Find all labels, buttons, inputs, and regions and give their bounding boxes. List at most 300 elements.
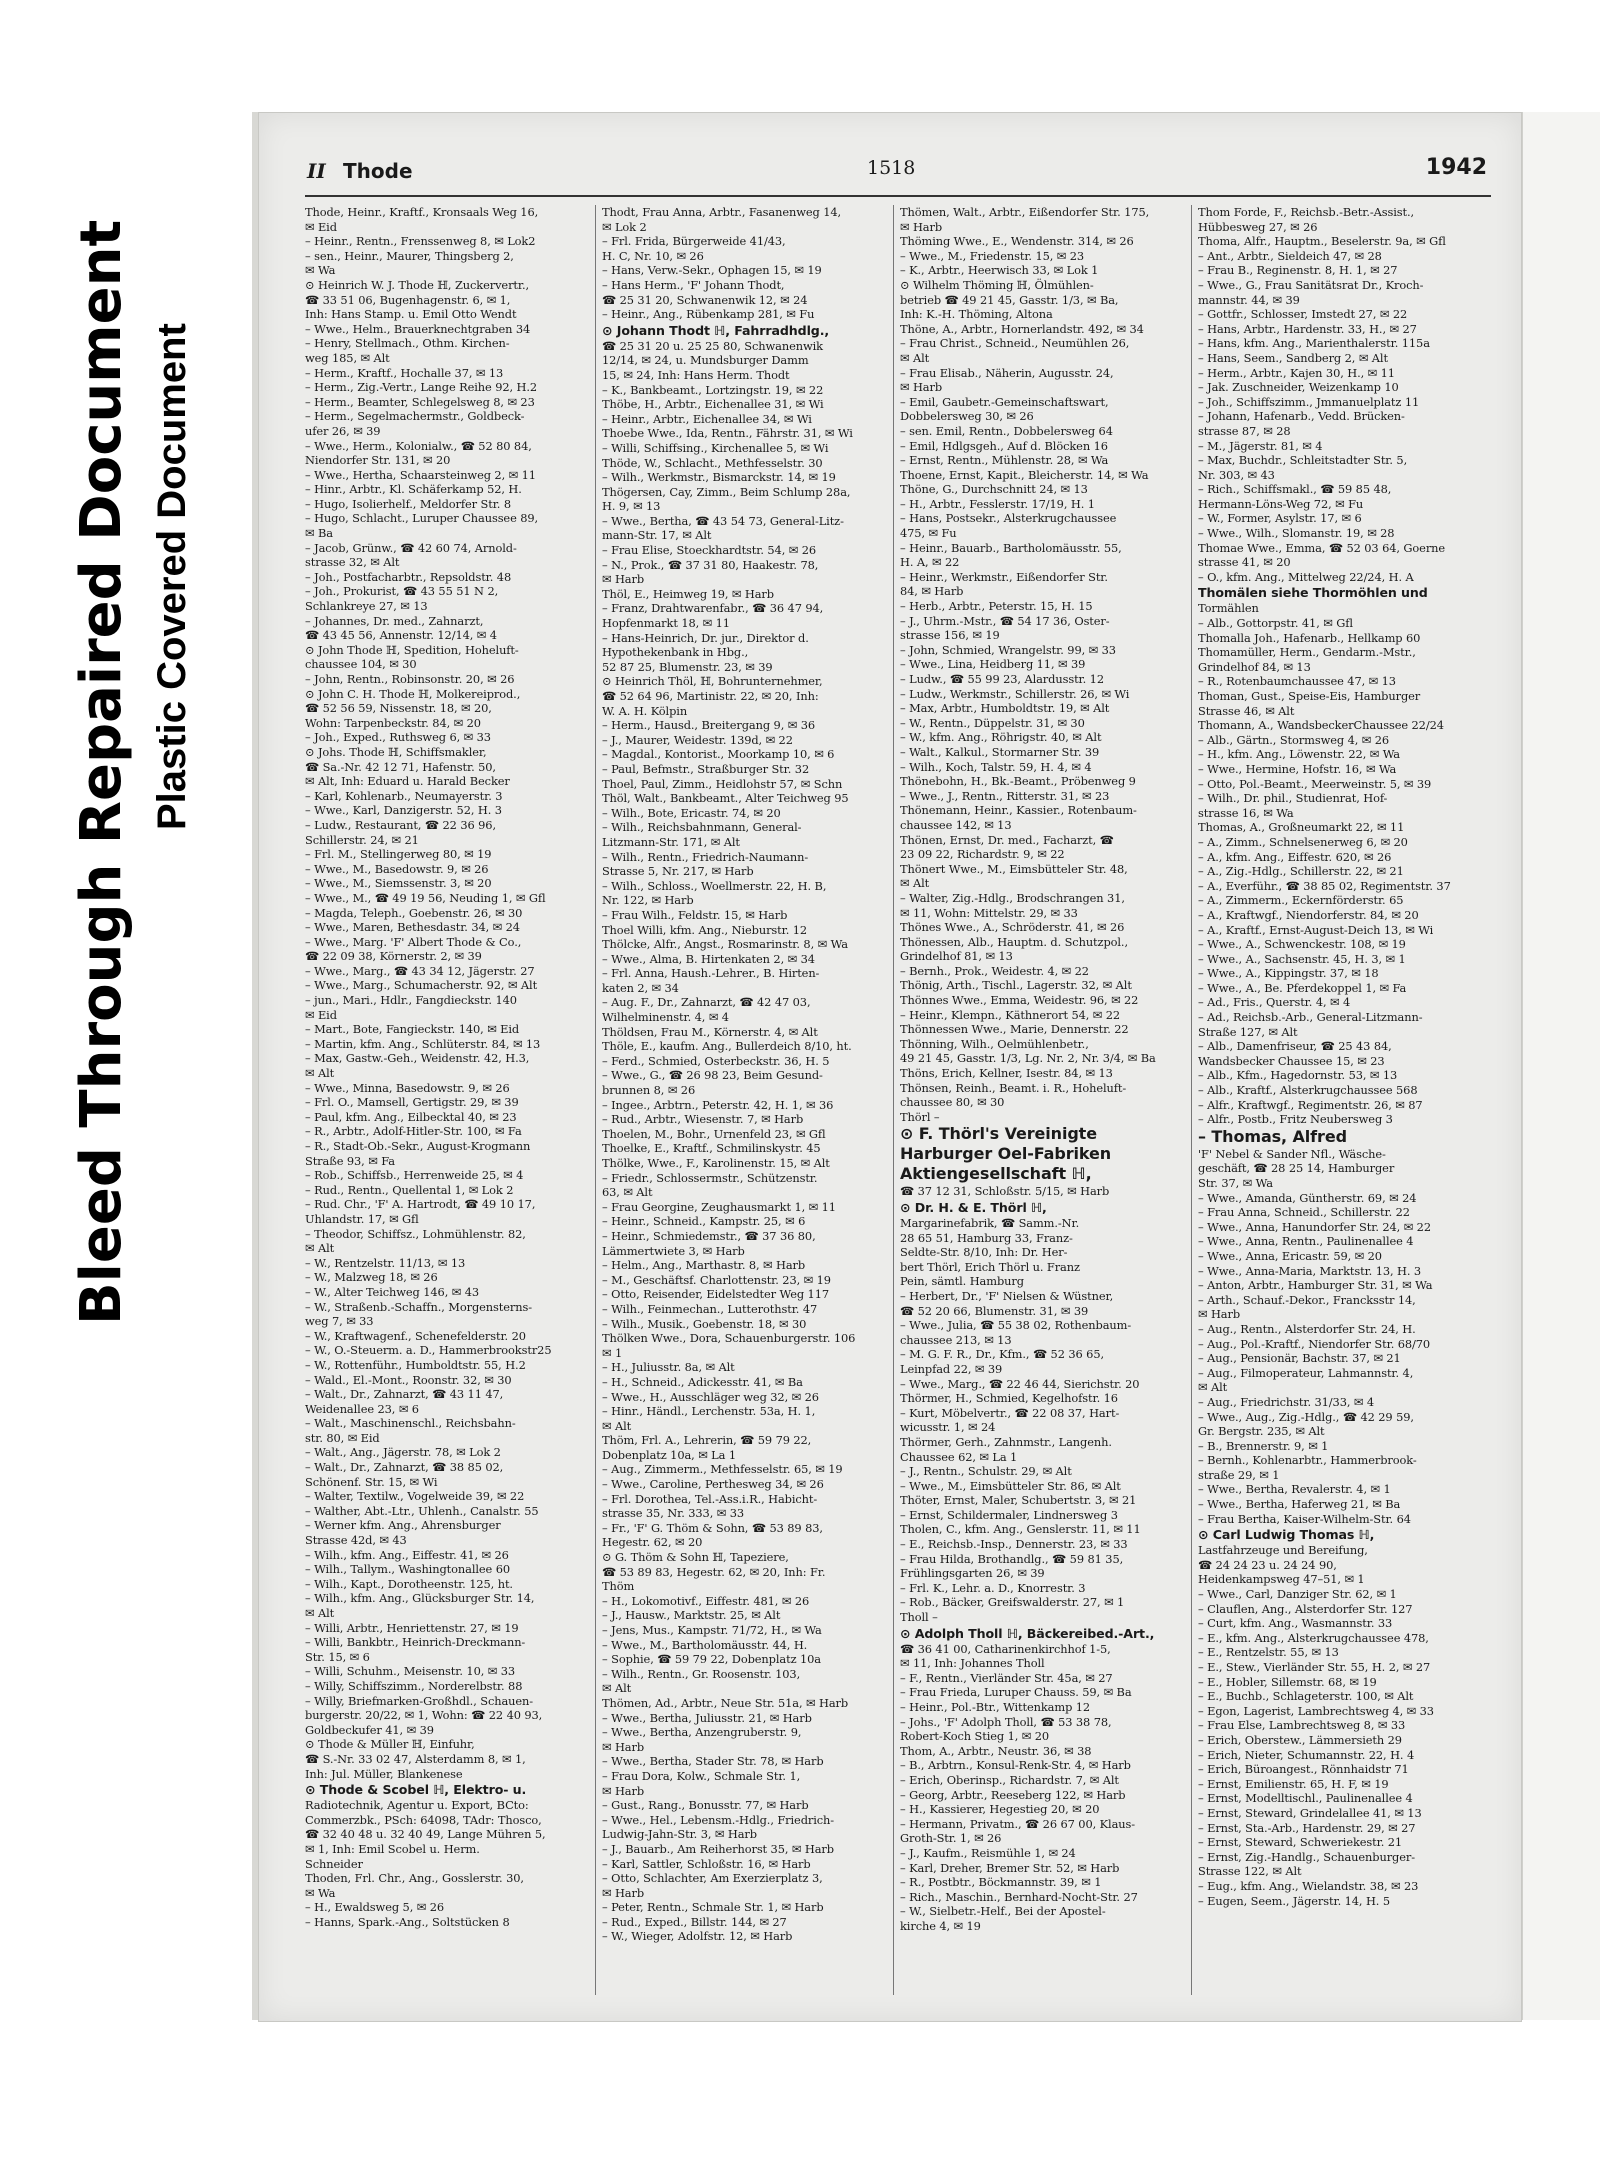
- directory-entry: – Wwe., Marg., ☎ 22 46 44, Sierichstr. 20: [900, 1376, 1140, 1391]
- directory-entry: – Erich, Oberstew., Lämmersieth 29: [1198, 1732, 1402, 1747]
- directory-entry: – Frau B., Reginenstr. 8, H. 1, ✉ 27: [1198, 263, 1398, 278]
- directory-entry: – Walt., Dr., Zahnarzt, ☎ 43 11 47,: [305, 1387, 504, 1402]
- directory-entry: – Wwe., G., ☎ 26 98 23, Beim Gesund-: [602, 1068, 823, 1083]
- directory-entry: Thönnessen Wwe., Marie, Dennerstr. 22: [900, 1022, 1129, 1037]
- directory-entry: – Ernst, Rentn., Mühlenstr. 28, ✉ Wa: [900, 453, 1109, 468]
- directory-entry: – Wwe., Carl, Danziger Str. 62, ✉ 1: [1198, 1587, 1397, 1602]
- directory-entry: Thörmer, H., Schmied, Kegelhofstr. 16: [900, 1391, 1118, 1406]
- directory-entry: – Alb., Gärtn., Stormsweg 4, ✉ 26: [1198, 732, 1390, 747]
- directory-entry: – Wwe., Anna, Hanundorfer Str. 24, ✉ 22: [1198, 1219, 1431, 1234]
- directory-entry: – J., Maurer, Weidestr. 139d, ✉ 22: [602, 732, 793, 747]
- directory-entry: – A., kfm. Ang., Eiffestr. 620, ✉ 26: [1198, 849, 1392, 864]
- directory-entry: Strasse 5, Nr. 217, ✉ Harb: [602, 864, 754, 879]
- directory-entry: ⊙ G. Thöm & Sohn ℍ, Tapeziere,: [602, 1550, 789, 1565]
- directory-entry: – Herm., Kraftf., Hochalle 37, ✉ 13: [305, 365, 504, 380]
- directory-entry: Str. 37, ✉ Wa: [1198, 1176, 1273, 1190]
- directory-entry: – Ernst, Modelltischl., Paulinenallee 4: [1198, 1791, 1413, 1806]
- directory-entry: ✉ Alt: [602, 1418, 632, 1433]
- directory-entry: Thörl –: [900, 1109, 940, 1124]
- directory-entry: Thöde, W., Schlacht., Methfesselstr. 30: [602, 455, 823, 470]
- directory-entry: – Frau Bertha, Kaiser-Wilhelm-Str. 64: [1198, 1511, 1411, 1526]
- directory-entry: – Georg, Arbtr., Reeseberg 122, ✉ Harb: [900, 1787, 1126, 1802]
- directory-entry: ☎ 25 31 20, Schwanenwik 12, ✉ 24: [602, 292, 808, 307]
- directory-entry: – Karl, Dreher, Bremer Str. 52, ✉ Harb: [900, 1860, 1120, 1875]
- directory-entry: – Frau Elise, Stoeckhardtstr. 54, ✉ 26: [602, 543, 816, 558]
- directory-entry: Thölken Wwe., Dora, Schauenburgerstr. 106: [602, 1331, 856, 1346]
- directory-entry: – Hinr., Händl., Lerchenstr. 53a, H. 1,: [602, 1404, 816, 1419]
- directory-entry: H. A, ✉ 22: [900, 555, 960, 570]
- directory-entry: – Rob., Schiffsb., Herrenweide 25, ✉ 4: [305, 1168, 524, 1183]
- directory-entry: – Aug., Friedrichstr. 31/33, ✉ 4: [1198, 1394, 1374, 1409]
- directory-entry: wicusstr. 1, ✉ 24: [900, 1420, 996, 1435]
- directory-column-1: [305, 205, 590, 1995]
- directory-entry: – Emil, Gaubetr.-Gemeinschaftswart,: [900, 394, 1109, 409]
- directory-entry: – Johs., 'F' Adolph Tholl, ☎ 53 38 78,: [900, 1714, 1112, 1729]
- directory-entry: – Wwe., Julia, ☎ 55 38 02, Rothenbaum-: [900, 1318, 1132, 1333]
- directory-entry: Thoelke, E., Kraftf., Schmilinskystr. 45: [602, 1141, 821, 1156]
- directory-entry: – J., Bauarb., Am Reiherhorst 35, ✉ Harb: [602, 1841, 834, 1856]
- directory-entry: – Werner kfm. Ang., Ahrensburger: [305, 1518, 501, 1533]
- directory-entry: chaussee 142, ✉ 13: [900, 817, 1012, 832]
- directory-entry: – Otto, Schlachter, Am Exerzierplatz 3,: [602, 1871, 823, 1886]
- directory-entry: Thölcke, Alfr., Angst., Rosmarinstr. 8, ✉ Wa: [602, 937, 848, 952]
- directory-entry: – W., Kraftwagenf., Schenefelderstr. 20: [305, 1328, 526, 1343]
- directory-entry: – Walt., Kalkul., Stormarner Str. 39: [900, 744, 1100, 759]
- directory-entry: ☎ 37 12 31, Schloßstr. 5/15, ✉ Harb: [900, 1184, 1110, 1199]
- directory-entry: ✉ Lok 2: [602, 219, 647, 234]
- directory-entry: brunnen 8, ✉ 26: [602, 1083, 696, 1098]
- directory-entry: – Wilh., Bote, Ericastr. 74, ✉ 20: [602, 805, 781, 820]
- directory-entry: – E., kfm. Ang., Alsterkrugchaussee 478,: [1198, 1630, 1429, 1645]
- directory-entry: – Wwe., Anna-Maria, Marktstr. 13, H. 3: [1198, 1263, 1422, 1278]
- directory-entry: – W., Alter Teichweg 146, ✉ 43: [305, 1284, 480, 1299]
- directory-entry: Inh: Hans Stamp. u. Emil Otto Wendt: [305, 307, 517, 322]
- directory-entry: Thölke, Wwe., F., Karolinenstr. 15, ✉ Alt: [602, 1156, 830, 1170]
- directory-entry: Thöne, G., Durchschnitt 24, ✉ 13: [900, 482, 1088, 497]
- directory-entry: strasse 16, ✉ Wa: [1198, 805, 1294, 820]
- directory-entry: – Herm., Arbtr., Kajen 30, H., ✉ 11: [1198, 365, 1395, 380]
- directory-entry: Thöm: [602, 1579, 635, 1594]
- directory-entry: ☎ 36 41 00, Catharinenkirchhof 1-5,: [900, 1641, 1111, 1656]
- directory-entry: – Aug., Pol.-Kraftf., Niendorfer Str. 68/70: [1198, 1336, 1431, 1351]
- directory-entry: – Fr., 'F' G. Thöm & Sohn, ☎ 53 89 83,: [602, 1520, 823, 1535]
- directory-entry: – F., Rentn., Vierländer Str. 45a, ✉ 27: [900, 1670, 1113, 1685]
- directory-entry: – Wwe., Bertha, Anzengruberstr. 9,: [602, 1725, 802, 1740]
- directory-entry: – Kurt, Möbelvertr., ☎ 22 08 37, Hart-: [900, 1405, 1120, 1420]
- directory-entry: Thönes Wwe., A., Schröderstr. 41, ✉ 26: [900, 920, 1125, 935]
- directory-entry: Thöle, E., kaufm. Ang., Bullerdeich 8/10, ht.: [602, 1039, 852, 1054]
- directory-entry: – John, Rentn., Robinsonstr. 20, ✉ 26: [305, 672, 515, 686]
- directory-entry: – W., Rentzelstr. 11/13, ✉ 13: [305, 1255, 466, 1270]
- directory-entry: Thomas, A., Großneumarkt 22, ✉ 11: [1198, 820, 1405, 835]
- directory-entry: – Walt., Dr., Zahnarzt, ☎ 38 85 02,: [305, 1460, 504, 1475]
- directory-entry: Litzmann-Str. 171, ✉ Alt: [602, 834, 740, 849]
- directory-entry: – Willi, Arbtr., Henriettenstr. 27, ✉ 19: [305, 1620, 519, 1635]
- directory-entry: – Rich., Schiffsmakl., ☎ 59 85 48,: [1198, 482, 1392, 497]
- directory-entry: – H., Schneid., Adickesstr. 41, ✉ Ba: [602, 1374, 803, 1389]
- directory-entry: – W., O.-Steuerm. a. D., Hammerbrookstr25: [305, 1343, 552, 1358]
- directory-entry: – Aug., Pensionär, Bachstr. 37, ✉ 21: [1198, 1351, 1401, 1366]
- directory-entry: ✉ 1, Inh: Emil Scobel u. Herm.: [305, 1841, 480, 1856]
- header-rule: [305, 195, 1491, 197]
- directory-entry: – Wwe., Bertha, Haferweg 21, ✉ Ba: [1198, 1497, 1401, 1512]
- directory-entry: – J., Rentn., Schulstr. 29, ✉ Alt: [900, 1464, 1072, 1479]
- directory-entry: – Wwe., Bertha, Revalerstr. 4, ✉ 1: [1198, 1482, 1391, 1497]
- directory-entry: – H., Kassierer, Hegestieg 20, ✉ 20: [900, 1802, 1100, 1817]
- directory-entry: – Aug., Rentn., Alsterdorfer Str. 24, H.: [1198, 1321, 1416, 1336]
- directory-entry: – Hans-Heinrich, Dr. jur., Direktor d.: [602, 630, 809, 645]
- directory-entry: – Joh., Exped., Ruthsweg 6, ✉ 33: [305, 730, 491, 745]
- directory-entry: – Emil, Hdlgsgeh., Auf d. Blöcken 16: [900, 438, 1108, 453]
- side-margin: [0, 0, 250, 2177]
- directory-entry: Nr. 122, ✉ Harb: [602, 893, 694, 908]
- directory-entry: – Sophie, ☎ 59 79 22, Dobenplatz 10a: [602, 1652, 821, 1667]
- directory-entry: Thönning, Wilh., Oelmühlenbetr.,: [900, 1036, 1089, 1051]
- directory-entry: – Wilh., Feinmechan., Lutterothstr. 47: [602, 1301, 818, 1316]
- directory-entry: – Ernst, Steward, Schweriekestr. 21: [1198, 1835, 1403, 1850]
- directory-entry: katen 2, ✉ 34: [602, 980, 679, 995]
- directory-entry: – Wilh., Koch, Talstr. 59, H. 4, ✉ 4: [900, 759, 1092, 774]
- directory-entry: ✉ Harb: [1198, 1307, 1241, 1322]
- directory-entry: – W., Rottenführ., Humboldtstr. 55, H.2: [305, 1357, 526, 1372]
- directory-entry: – Alb., Kraftf., Alsterkrugchaussee 568: [1198, 1083, 1418, 1098]
- directory-entry: – Hinr., Arbtr., Kl. Schäferkamp 52, H.: [305, 482, 522, 497]
- directory-entry: ✉ Harb: [900, 219, 943, 234]
- directory-entry: – Walter, Textilw., Vogelweide 39, ✉ 22: [305, 1489, 525, 1504]
- directory-entry: – Wilh., kfm. Ang., Eiffestr. 41, ✉ 26: [305, 1547, 509, 1562]
- directory-entry: Hegestr. 62, ✉ 20: [602, 1535, 703, 1550]
- directory-entry: – Erich, Nieter, Schumannstr. 22, H. 4: [1198, 1747, 1415, 1762]
- directory-entry: – Aug., Zimmerm., Methfesselstr. 65, ✉ 19: [602, 1462, 843, 1477]
- directory-entry: ⊙ Johs. Thode ℍ, Schiffsmakler,: [305, 744, 487, 759]
- directory-entry: – Ad., Reichsb.-Arb., General-Litzmann-: [1198, 1010, 1423, 1025]
- directory-entry: – Wwe., Bertha, ☎ 43 54 73, General-Litz-: [602, 513, 844, 528]
- directory-entry: Dobbelersweg 30, ✉ 26: [900, 409, 1034, 424]
- directory-entry: – Alb., Kfm., Hagedornstr. 53, ✉ 13: [1198, 1068, 1398, 1083]
- directory-entry: – John, Schmied, Wrangelstr. 99, ✉ 33: [900, 642, 1116, 657]
- directory-entry: ⊙ Wilhelm Thöming ℍ, Ölmühlen-: [900, 277, 1094, 292]
- directory-entry: – Herm., Beamter, Schlegelsweg 8, ✉ 23: [305, 394, 535, 409]
- directory-entry: – Heinr., Werkmstr., Eißendorfer Str.: [900, 569, 1108, 584]
- directory-entry: ⊙ John Thode ℍ, Spedition, Hoheluft-: [305, 642, 519, 657]
- directory-entry: ☎ 25 31 20 u. 25 25 80, Schwanenwik: [602, 338, 823, 353]
- directory-entry: Thönert Wwe., M., Eimsbütteler Str. 48,: [900, 861, 1128, 876]
- directory-entry: – Wwe., Marg., ☎ 43 34 12, Jägerstr. 27: [305, 963, 535, 978]
- directory-entry: Thönebohn, H., Bk.-Beamt., Pröbenweg 9: [900, 774, 1136, 789]
- directory-entry: – Rob., Bäcker, Greifswalderstr. 27, ✉ 1: [900, 1595, 1125, 1610]
- directory-entry: – M., Geschäftsf. Charlottenstr. 23, ✉ 19: [602, 1272, 831, 1287]
- directory-entry: Thoel Willi, kfm. Ang., Nieburstr. 12: [602, 922, 808, 937]
- directory-entry: – Wwe., Lina, Heidberg 11, ✉ 39: [900, 657, 1086, 672]
- directory-entry: – Wwe., Bertha, Juliusstr. 21, ✉ Harb: [602, 1710, 812, 1725]
- directory-entry: – Frl. K., Lehr. a. D., Knorrestr. 3: [900, 1580, 1086, 1595]
- directory-entry: – Wwe., Helm., Brauerknechtgraben 34: [305, 321, 531, 336]
- directory-entry: – Wwe., Hel., Lebensm.-Hdlg., Friedrich-: [602, 1812, 835, 1827]
- directory-entry: – J., Hausw., Marktstr. 25, ✉ Alt: [602, 1608, 781, 1623]
- plastic-covered-label: Plastic Covered Document: [150, 323, 194, 830]
- directory-entry: – Wilh., Tallym., Washingtonallee 60: [305, 1562, 511, 1577]
- directory-entry: Lastfahrzeuge und Bereifung,: [1198, 1543, 1368, 1558]
- directory-entry: ✉ 1: [602, 1345, 623, 1360]
- directory-entry: Hübbesweg 27, ✉ 26: [1198, 219, 1318, 234]
- directory-entry: Thöne, A., Arbtr., Hornerlandstr. 492, ✉ 34: [900, 321, 1144, 336]
- directory-entry: ✉ Alt: [305, 1241, 335, 1256]
- directory-entry: mann-Str. 17, ✉ Alt: [602, 528, 712, 543]
- directory-entry: – Willi, Schuhm., Meisenstr. 10, ✉ 33: [305, 1664, 516, 1679]
- directory-entry: – Franz, Drahtwarenfabr., ☎ 36 47 94,: [602, 601, 824, 616]
- directory-entry: – Wilh., Werkmstr., Bismarckstr. 14, ✉ 19: [602, 470, 836, 485]
- directory-entry: ☎ S.-Nr. 33 02 47, Alsterdamm 8, ✉ 1,: [305, 1751, 526, 1766]
- directory-entry: Wohn: Tarpenbeckstr. 84, ✉ 20: [305, 715, 481, 730]
- directory-entry: – Johannes, Dr. med., Zahnarzt,: [305, 613, 484, 628]
- directory-entry: – Willy, Briefmarken-Großhdl., Schauen-: [305, 1693, 534, 1708]
- directory-entry: – Erich, Oberinsp., Richardstr. 7, ✉ Alt: [900, 1772, 1119, 1787]
- directory-entry: – Joh., Postfacharbtr., Repsoldstr. 48: [305, 569, 512, 584]
- directory-entry: – Magdal., Kontorist., Moorkamp 10, ✉ 6: [602, 747, 835, 762]
- directory-entry: Hermann-Löns-Weg 72, ✉ Fu: [1198, 496, 1364, 511]
- directory-entry: – R., Stadt-Ob.-Sekr., August-Krogmann: [305, 1139, 531, 1153]
- directory-entry: Straße 127, ✉ Alt: [1198, 1024, 1298, 1039]
- directory-entry: strasse 32, ✉ Alt: [305, 555, 400, 570]
- directory-entry: – Ernst, Zig.-Handlg., Schauenburger-: [1198, 1849, 1415, 1864]
- directory-entry: betrieb ☎ 49 21 45, Gasstr. 1/3, ✉ Ba,: [900, 292, 1119, 307]
- directory-entry: – Wwe., Hermine, Hofstr. 16, ✉ Wa: [1198, 761, 1397, 776]
- directory-entry: – Otto, Reisender, Eidelstedter Weg 117: [602, 1287, 830, 1302]
- directory-entry: – Hans, Seem., Sandberg 2, ✉ Alt: [1198, 350, 1388, 365]
- directory-entry: Tholl –: [900, 1610, 938, 1625]
- directory-entry: Leinpfad 22, ✉ 39: [900, 1361, 1003, 1376]
- directory-entry: – Frau Anna, Schneid., Schillerstr. 22: [1198, 1205, 1410, 1220]
- directory-entry: – Heinr., Ang., Rübenkamp 281, ✉ Fu: [602, 307, 815, 322]
- directory-entry: Weidenallee 23, ✉ 6: [305, 1401, 419, 1416]
- directory-entry: Strasse 122, ✉ Alt: [1198, 1864, 1302, 1879]
- directory-entry: – Arth., Schauf.-Dekor., Francksstr 14,: [1198, 1292, 1416, 1307]
- directory-entry: – Ernst, Sta.-Arb., Hardenstr. 29, ✉ 27: [1198, 1820, 1416, 1835]
- directory-entry: – W., Straßenb.-Schaffn., Morgensterns-: [305, 1299, 532, 1314]
- directory-entry: – A., Everführ., ☎ 38 85 02, Regimentstr. 37: [1198, 878, 1451, 893]
- directory-entry: – B., Brennerstr. 9, ✉ 1: [1198, 1438, 1329, 1453]
- directory-entry: – Hanns, Spark.-Ang., Soltstücken 8: [305, 1914, 510, 1929]
- directory-entry: – Wwe., Anna, Rentn., Paulinenallee 4: [1198, 1234, 1414, 1249]
- directory-entry: Dobenplatz 10a, ✉ La 1: [602, 1447, 736, 1462]
- directory-entry: – W., Malzweg 18, ✉ 26: [305, 1270, 438, 1285]
- directory-entry: Lämmertwiete 3, ✉ Harb: [602, 1243, 745, 1258]
- directory-entry: Thom, A., Arbtr., Neustr. 36, ✉ 38: [900, 1743, 1092, 1758]
- directory-entry: – Ludw., ☎ 55 99 23, Alardusstr. 12: [900, 672, 1104, 686]
- directory-entry: burgerstr. 20/22, ✉ 1, Wohn: ☎ 22 40 93,: [305, 1708, 543, 1723]
- directory-entry: Thöming Wwe., E., Wendenstr. 314, ✉ 26: [900, 234, 1134, 249]
- directory-entry: Straße 93, ✉ Fa: [305, 1153, 395, 1168]
- directory-entry: – A., Zimm., Schnelsenerweg 6, ✉ 20: [1198, 834, 1408, 849]
- directory-entry: ✉ Ba: [305, 526, 333, 541]
- directory-columns: [305, 205, 1491, 1995]
- directory-entry: Tholen, C., kfm. Ang., Genslerstr. 11, ✉ 11: [900, 1522, 1141, 1537]
- directory-entry: Grindelhof 81, ✉ 13: [900, 949, 1013, 964]
- directory-entry: ☎ 43 45 56, Annenstr. 12/14, ✉ 4: [305, 628, 497, 643]
- directory-entry: – Max, Gastw.-Geh., Weidenstr. 42, H.3,: [305, 1051, 530, 1066]
- directory-entry: Tormählen: [1198, 601, 1259, 616]
- adjacent-page-edge: [1522, 112, 1600, 2020]
- page-title: Thode: [343, 159, 413, 183]
- directory-entry: 28 65 51, Hamburg 33, Franz-: [900, 1230, 1073, 1245]
- directory-entry: – Wwe., M., Friedenstr. 15, ✉ 23: [900, 248, 1085, 263]
- directory-entry: – Frau Christ., Schneid., Neumühlen 26,: [900, 336, 1130, 351]
- directory-entry: – Ernst, Schildermaler, Lindnersweg 3: [900, 1507, 1118, 1522]
- directory-entry: Inh: Jul. Müller, Blankenese: [305, 1766, 463, 1781]
- directory-entry: – Wwe., Hertha, Schaarsteinweg 2, ✉ 11: [305, 467, 536, 482]
- directory-entry: ☎ 32 40 48 u. 32 40 49, Lange Mühren 5,: [305, 1827, 546, 1842]
- directory-entry: – Magda, Teleph., Goebenstr. 26, ✉ 30: [305, 905, 523, 920]
- directory-entry: – Frau Georgine, Zeughausmarkt 1, ✉ 11: [602, 1199, 836, 1214]
- directory-entry: – Heinr., Schneid., Kampstr. 25, ✉ 6: [602, 1214, 806, 1229]
- directory-entry: ☎ Sa.-Nr. 42 12 71, Hafenstr. 50,: [305, 759, 496, 774]
- directory-entry: Frühlingsgarten 26, ✉ 39: [900, 1566, 1045, 1581]
- directory-entry: Thönemann, Heinr., Kassier., Rotenbaum-: [900, 803, 1137, 818]
- directory-entry: Thönen, Ernst, Dr. med., Facharzt, ☎: [900, 832, 1114, 847]
- directory-entry: geschäft, ☎ 28 25 14, Hamburger: [1198, 1161, 1395, 1176]
- directory-entry: Seldte-Str. 8/10, Inh: Dr. Her-: [900, 1245, 1068, 1260]
- directory-entry: strasse 35, Nr. 333, ✉ 33: [602, 1506, 744, 1521]
- directory-entry: – Wwe., M., Eimsbütteler Str. 86, ✉ Alt: [900, 1478, 1121, 1493]
- directory-entry: – Hans, Arbtr., Hardenstr. 33, H., ✉ 27: [1198, 321, 1417, 336]
- directory-entry: – Wilh., Kapt., Dorotheenstr. 125, ht.: [305, 1576, 513, 1591]
- directory-entry: mannstr. 44, ✉ 39: [1198, 292, 1300, 307]
- directory-entry: chaussee 104, ✉ 30: [305, 657, 417, 672]
- directory-entry: ✉ Alt, Inh: Eduard u. Harald Becker: [305, 774, 510, 789]
- directory-entry: 12/14, ✉ 24, u. Mundsburger Damm: [602, 353, 809, 368]
- directory-entry: – Rud., Exped., Billstr. 144, ✉ 27: [602, 1914, 787, 1929]
- directory-entry: – O., kfm. Ang., Mittelweg 22/24, H. A: [1198, 569, 1414, 584]
- directory-entry: – Thomas, Alfred: [1198, 1126, 1347, 1146]
- directory-entry: Ludwig-Jahn-Str. 3, ✉ Harb: [602, 1827, 757, 1842]
- directory-entry: – Anton, Arbtr., Hamburger Str. 31, ✉ Wa: [1198, 1278, 1433, 1293]
- directory-entry: Schneider: [305, 1856, 363, 1871]
- directory-entry: – Theodor, Schiffsz., Lohmühlenstr. 82,: [305, 1226, 526, 1241]
- directory-entry: Goldbeckufer 41, ✉ 39: [305, 1722, 434, 1737]
- directory-entry: Thodt, Frau Anna, Arbtr., Fasanenweg 14,: [602, 205, 842, 219]
- directory-entry: ✉ Harb: [602, 1739, 645, 1754]
- directory-entry: – Jacob, Grünw., ☎ 42 60 74, Arnold-: [305, 540, 517, 555]
- directory-entry: Thömen, Walt., Arbtr., Eißendorfer Str. 175,: [900, 205, 1150, 219]
- directory-entry: ✉ Alt: [900, 350, 930, 365]
- directory-entry: – Wilh., Reichsbahnmann, General-: [602, 820, 802, 835]
- directory-entry: 84, ✉ Harb: [900, 584, 964, 599]
- directory-entry: Commerzbk., PSch: 64098, TAdr: Thosco,: [305, 1812, 542, 1827]
- directory-entry: Uhlandstr. 17, ✉ Gfl: [305, 1211, 419, 1226]
- directory-entry: – Walter, Zig.-Hdlg., Brodschrangen 31,: [900, 890, 1125, 905]
- directory-entry: – Wwe., Herm., Kolonialw., ☎ 52 80 84,: [305, 438, 532, 453]
- directory-entry: Strasse 42d, ✉ 43: [305, 1533, 407, 1548]
- directory-entry: – Wwe., Anna, Ericastr. 59, ✉ 20: [1198, 1248, 1382, 1263]
- directory-entry: – Ant., Arbtr., Sieldeich 47, ✉ 28: [1198, 248, 1382, 263]
- directory-entry: – Wwe., Aug., Zig.-Hdlg., ☎ 42 29 59,: [1198, 1409, 1414, 1424]
- directory-entry: Aktiengesellschaft ℍ,: [900, 1164, 1092, 1184]
- directory-entry: 15, ✉ 24, Inh: Hans Herm. Thodt: [602, 367, 790, 382]
- directory-entry: – Wwe., Wilh., Slomanstr. 19, ✉ 28: [1198, 526, 1395, 541]
- directory-entry: Thomamüller, Herm., Gendarm.-Mstr.,: [1198, 645, 1416, 660]
- directory-entry: ⊙ Johann Thodt ℍ, Fahrradhdlg.,: [602, 322, 830, 338]
- page-header: [307, 155, 1487, 189]
- directory-entry: Thögersen, Cay, Zimm., Beim Schlump 28a,: [602, 484, 851, 499]
- directory-entry: Thode, Heinr., Kraftf., Kronsaals Weg 16,: [305, 205, 539, 219]
- directory-entry: – Wwe., A., Be. Pferdekoppel 1, ✉ Fa: [1198, 980, 1407, 995]
- directory-entry: – Bernh., Prok., Weidestr. 4, ✉ 22: [900, 963, 1089, 978]
- directory-entry: – Karl, Kohlenarb., Neumayerstr. 3: [305, 788, 503, 803]
- directory-entry: – H., kfm. Ang., Löwenstr. 22, ✉ Wa: [1198, 747, 1401, 762]
- directory-entry: chaussee 80, ✉ 30: [900, 1095, 1005, 1110]
- directory-entry: – Peter, Rentn., Schmale Str. 1, ✉ Harb: [602, 1900, 824, 1915]
- directory-entry: – Heinr., Rentn., Frenssenweg 8, ✉ Lok2: [305, 234, 536, 249]
- directory-entry: – A., Kraftf., Ernst-August-Deich 13, ✉ Wi: [1198, 922, 1434, 937]
- directory-entry: – Aug., Filmoperateur, Lahmannstr. 4,: [1198, 1365, 1414, 1380]
- directory-entry: – Frl. M., Stellingerweg 80, ✉ 19: [305, 847, 492, 862]
- directory-entry: – Wwe., Caroline, Perthesweg 34, ✉ 26: [602, 1477, 824, 1492]
- directory-entry: – Heinr., Arbtr., Eichenallee 34, ✉ Wi: [602, 411, 812, 426]
- directory-entry: – K., Bankbeamt., Lortzingstr. 19, ✉ 22: [602, 382, 824, 397]
- directory-entry: – A., Zimmerm., Eckernförderstr. 65: [1198, 893, 1404, 908]
- directory-entry: – J., Kaufm., Reismühle 1, ✉ 24: [900, 1845, 1076, 1860]
- directory-entry: – jun., Mari., Hdlr., Fangdieckstr. 140: [305, 993, 517, 1008]
- directory-entry: – Max, Buchdr., Schleitstadter Str. 5,: [1198, 453, 1408, 468]
- directory-entry: H. C, Nr. 10, ✉ 26: [602, 248, 704, 263]
- directory-entry: ☎ 24 24 23 u. 24 24 90,: [1198, 1557, 1337, 1572]
- directory-entry: – Wwe., M., Siemssenstr. 3, ✉ 20: [305, 876, 492, 891]
- directory-entry: Thomae Wwe., Emma, ☎ 52 03 64, Goerne: [1198, 540, 1446, 555]
- directory-entry: – W., kfm. Ang., Röhrigstr. 40, ✉ Alt: [900, 730, 1102, 745]
- directory-entry: Thörmer, Gerh., Zahnmstr., Langenh.: [900, 1434, 1112, 1449]
- directory-entry: – E., Reichsb.-Insp., Dennerstr. 23, ✉ 33: [900, 1537, 1128, 1552]
- directory-entry: – Frau Elisab., Näherin, Augusstr. 24,: [900, 365, 1114, 380]
- directory-entry: Thom Forde, F., Reichsb.-Betr.-Assist.,: [1198, 205, 1415, 219]
- directory-entry: Thoene, Ernst, Kapit., Bleicherstr. 14, ✉ Wa: [900, 467, 1149, 482]
- directory-entry: H. 9, ✉ 13: [602, 499, 661, 514]
- directory-entry: – Frl. O., Mamsell, Gertigstr. 29, ✉ 39: [305, 1095, 519, 1110]
- directory-entry: – Walther, Abt.-Ltr., Uhlenh., Canalstr. 55: [305, 1503, 539, 1518]
- directory-entry: ✉ Wa: [305, 1885, 336, 1900]
- directory-entry: – A., Zig.-Hdlg., Schillerstr. 22, ✉ 21: [1198, 864, 1404, 879]
- directory-entry: ⊙ Carl Ludwig Thomas ℍ,: [1198, 1527, 1375, 1543]
- directory-entry: Heidenkampsweg 47–51, ✉ 1: [1198, 1572, 1365, 1587]
- directory-entry: – W., Rentn., Düppelstr. 31, ✉ 30: [900, 715, 1085, 730]
- directory-entry: ⊙ Dr. H. & E. Thörl ℍ,: [900, 1200, 1047, 1215]
- directory-entry: – H., Ewaldsweg 5, ✉ 26: [305, 1900, 444, 1915]
- directory-entry: ✉ Wa: [305, 263, 336, 278]
- directory-entry: – Heinr., Pol.-Btr., Wittenkamp 12: [900, 1700, 1091, 1714]
- directory-entry: – Willi, Bankbtr., Heinrich-Dreckmann-: [305, 1635, 526, 1650]
- directory-entry: Groth-Str. 1, ✉ 26: [900, 1831, 1002, 1846]
- directory-entry: Chaussee 62, ✉ La 1: [900, 1449, 1018, 1464]
- directory-entry: Thomälen siehe Thormöhlen und: [1198, 585, 1428, 601]
- directory-entry: – R., Rotenbaumchaussee 47, ✉ 13: [1198, 674, 1396, 689]
- directory-entry: – Herm., Zig.-Vertr., Lange Reihe 92, H.2: [305, 380, 538, 395]
- directory-entry: – A., Kraftwgf., Niendorferstr. 84, ✉ 20: [1198, 907, 1419, 922]
- directory-entry: Margarinefabrik, ☎ Samm.-Nr.: [900, 1216, 1080, 1230]
- directory-entry: Thönnes Wwe., Emma, Weidestr. 96, ✉ 22: [900, 993, 1139, 1008]
- directory-entry: – Wwe., J., Rentn., Ritterstr. 31, ✉ 23: [900, 788, 1110, 803]
- directory-entry: 'F' Nebel & Sander Nfl., Wäsche-: [1198, 1146, 1386, 1161]
- directory-entry: – Herb., Arbtr., Peterstr. 15, H. 15: [900, 599, 1093, 614]
- directory-entry: ✉ Eid: [305, 1007, 337, 1022]
- directory-entry: – E., Stew., Vierländer Str. 55, H. 2, ✉ 27: [1198, 1660, 1431, 1674]
- directory-entry: Thöm, Frl. A., Lehrerin, ☎ 59 79 22,: [602, 1433, 812, 1448]
- directory-entry: – Wilh., Schloss., Woellmerstr. 22, H. B,: [602, 878, 827, 893]
- directory-entry: – Wwe., A., Sachsenstr. 45, H. 3, ✉ 1: [1198, 951, 1406, 966]
- directory-entry: 475, ✉ Fu: [900, 526, 957, 541]
- directory-entry: ☎ 52 56 59, Nissenstr. 18, ✉ 20,: [305, 701, 492, 716]
- directory-entry: ☎ 52 64 96, Martinistr. 22, ✉ 20, Inh:: [602, 689, 819, 703]
- directory-entry: ✉ Harb: [602, 572, 645, 587]
- directory-entry: – Joh., Prokurist, ☎ 43 55 51 N 2,: [305, 584, 499, 599]
